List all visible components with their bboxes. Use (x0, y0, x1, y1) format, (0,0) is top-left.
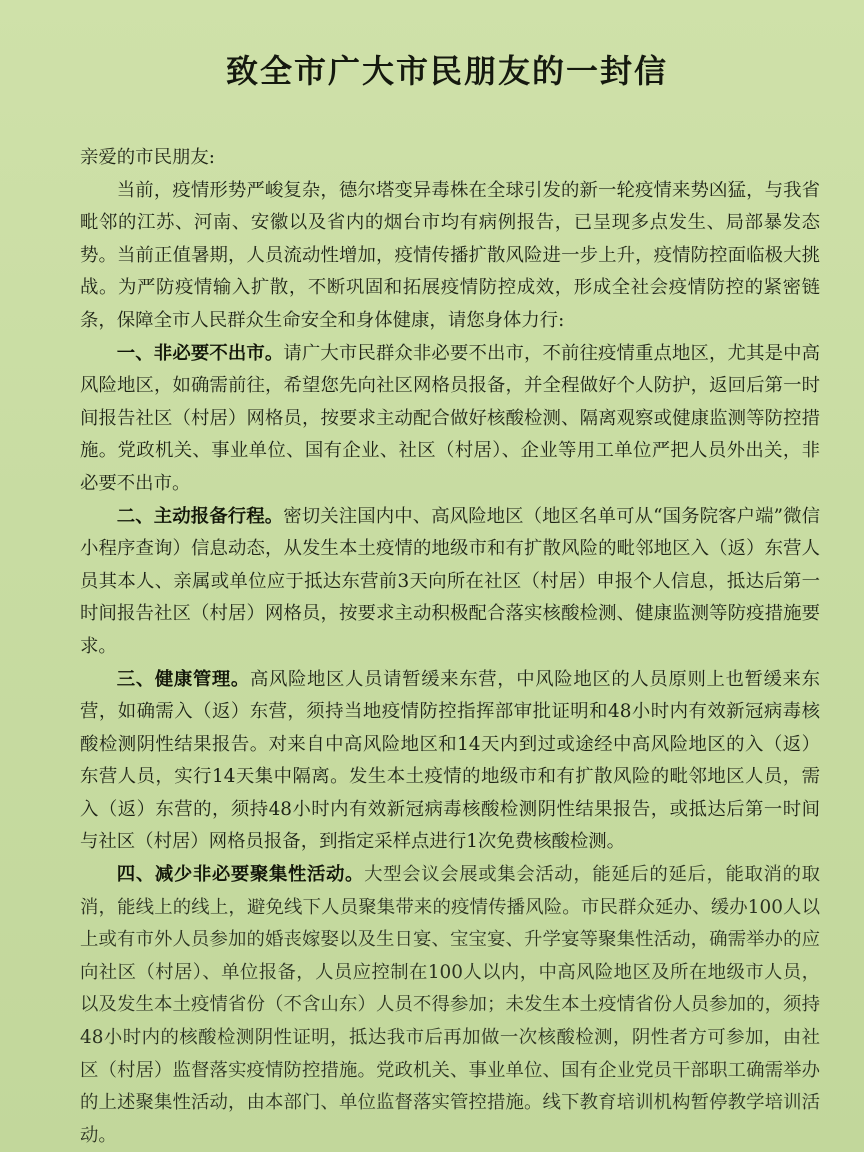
letter-body (80, 142, 820, 1152)
section-3-text: 高风险地区人员请暂缓来东营，中风险地区的人员原则上也暂缓来东营，如确需入（返）东营，须持当地疫情防控指挥部审批证明和48小时内有效新冠病毒核酸检测阴性结果报告。对来自中高风险地区和14天内到过或途经中高风险地区的入（返）东营人员，实行14天集中隔离。发生本土疫情的地级市和有扩散风险的毗邻地区人员，需入（返）东营的，须持48小时内有效新冠病毒核酸检测阴性结果报告，或抵达后第一时间与社区（村居）网格员报备，到指定采样点进行1次免费核酸检测。 (80, 668, 820, 853)
section-2-text: 密切关注国内中、高风险地区（地区名单可从“国务院客户端”微信小程序查询）信息动态，从发生本土疫情的地级市和有扩散风险的毗邻地区入（返）东营人员其本人、亲属或单位应于抵达东营前3天向所在社区（村居）申报个人信息，抵达后第一时间报告社区（村居）网格员，按要求主动积极配合落实核酸检测、健康监测等防疫措施要求。 (80, 505, 820, 657)
section-4-heading: 四、减少非必要聚集性活动。 (116, 864, 365, 886)
section-4 (80, 859, 820, 1152)
section-1 (80, 338, 820, 501)
section-2-heading: 二、主动报备行程。 (116, 505, 284, 527)
section-3 (80, 664, 820, 860)
section-3-heading: 三、健康管理。 (116, 668, 250, 690)
salutation: 亲爱的市民朋友: (80, 147, 215, 168)
section-4-text: 大型会议会展或集会活动，能延后的延后，能取消的取消，能线上的线上，避免线下人员聚集带来的疫情传播风险。市民群众延办、缓办100人以上或有市外人员参加的婚丧嫁娶以及生日宴、宝宝宴、升学宴等聚集性活动，确需举办的应向社区（村居）、单位报备，人员应控制在100人以内，中高风险地区及所在地级市人员，以及发生本土疫情省份（不含山东）人员不得参加；未发生本土疫情省份人员参加的，须持48小时内的核酸检测阴性证明，抵达我市后再加做一次核酸检测，阴性者方可参加，由社区（村居）监督落实疫情防控措施。党政机关、事业单位、国有企业党员干部职工确需举办的上述聚集性活动，由本部门、单位监督落实管控措施。线下教育培训机构暂停教学培训活动。 (80, 864, 820, 1146)
section-1-heading: 一、非必要不出市。 (116, 342, 284, 364)
section-2 (80, 501, 820, 664)
intro-paragraph: 当前，疫情形势严峻复杂，德尔塔变异毒株在全球引发的新一轮疫情来势凶猛，与我省毗邻的江苏、河南、安徽以及省内的烟台市均有病例报告，已呈现多点发生、局部暴发态势。当前正值暑期，人员流动性增加，疫情传播扩散风险进一步上升，疫情防控面临极大挑战。为严防疫情输入扩散，不断巩固和拓展疫情防控成效，形成全社会疫情防控的紧密链条，保障全市人民群众生命安全和身体健康，请您身体力行: (80, 179, 820, 331)
section-1-text: 请广大市民群众非必要不出市，不前往疫情重点地区，尤其是中高风险地区，如确需前往，希望您先向社区网格员报备，并全程做好个人防护，返回后第一时间报告社区（村居）网格员，按要求主动配合做好核酸检测、隔离观察或健康监测等防控措施。党政机关、事业单位、国有企业、社区（村居）、企业等用工单位严把人员外出关，非必要不出市。 (80, 342, 820, 494)
letter-title: 致全市广大市民朋友的一封信 (226, 52, 669, 90)
